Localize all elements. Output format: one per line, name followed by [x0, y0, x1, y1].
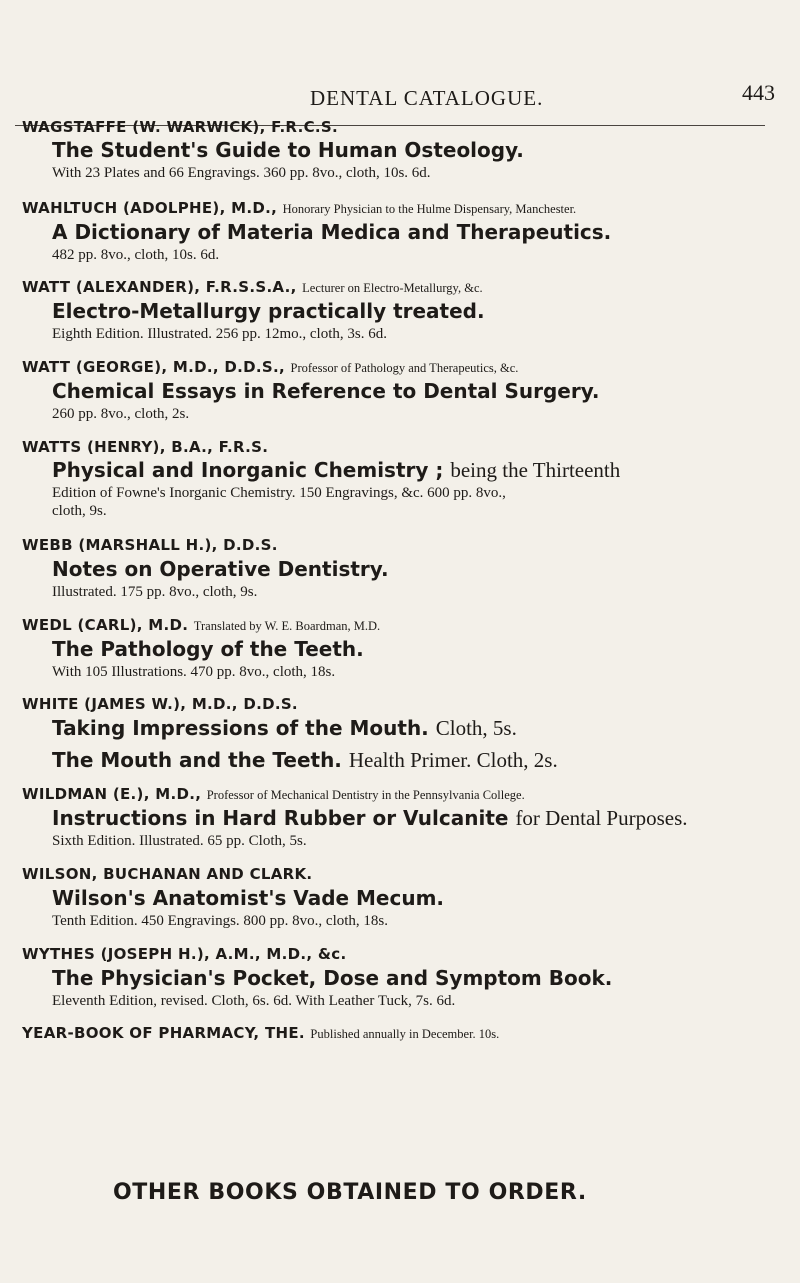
title-continuation: for Dental Purposes. [515, 806, 688, 830]
author-note: Professor of Pathology and Therapeutics, &c. [290, 361, 519, 375]
title-main: The Mouth and the Teeth. [52, 748, 342, 772]
book-title: The Pathology of the Teeth. [52, 637, 364, 661]
author-name: WHITE (JAMES W.), M.D., D.D.S. [22, 695, 298, 713]
author-line [22, 616, 380, 634]
author-name: WATT (GEORGE), M.D., D.D.S., [22, 358, 285, 376]
author-name: WEDL (CARL), M.D. [22, 616, 189, 634]
title-main: Taking Impressions of the Mouth. [52, 716, 429, 740]
author-note: Translated by W. E. Boardman, M.D. [193, 619, 381, 633]
footer-notice: OTHER BOOKS OBTAINED TO ORDER. [113, 1180, 587, 1205]
author-line [22, 1024, 499, 1042]
author-note: Published annually in December. 10s. [310, 1027, 500, 1041]
book-title: Wilson's Anatomist's Vade Mecum. [52, 886, 445, 910]
author-name: WATT (ALEXANDER), F.R.S.S.A., [22, 278, 297, 296]
author-note: Honorary Physician to the Hulme Dispensary, Manchester. [282, 202, 577, 216]
book-title [52, 458, 620, 483]
running-title: DENTAL CATALOGUE. [310, 86, 544, 110]
author-name: WEBB (MARSHALL H.), D.D.S. [22, 536, 278, 554]
book-title: The Physician's Pocket, Dose and Symptom Book. [52, 966, 613, 990]
book-title [52, 716, 517, 741]
author-name: WATTS (HENRY), B.A., F.R.S. [22, 438, 269, 456]
book-title-second [52, 748, 558, 773]
author-name: WAGSTAFFE (W. WARWICK), F.R.C.S. [22, 118, 338, 136]
book-details: Eighth Edition. Illustrated. 256 pp. 12mo., cloth, 3s. 6d. [52, 326, 387, 342]
book-title: Electro-Metallurgy practically treated. [52, 299, 485, 323]
title-main: Instructions in Hard Rubber or Vulcanite [52, 806, 509, 830]
book-details: Tenth Edition. 450 Engravings. 800 pp. 8vo., cloth, 18s. [52, 913, 389, 929]
book-title [52, 806, 688, 831]
book-title: Chemical Essays in Reference to Dental Surgery. [52, 379, 600, 403]
title-main: Physical and Inorganic Chemistry ; [52, 458, 444, 482]
author-line [22, 695, 298, 713]
author-note: Lecturer on Electro-Metallurgy, &c. [302, 281, 483, 295]
title-price: Cloth, 5s. [435, 716, 517, 740]
book-title: A Dictionary of Materia Medica and Therapeutics. [52, 220, 612, 244]
author-name: YEAR-BOOK OF PHARMACY, THE. [22, 1024, 305, 1042]
author-name: WILSON, BUCHANAN AND CLARK. [22, 865, 313, 883]
book-details: Eleventh Edition, revised. Cloth, 6s. 6d. With Leather Tuck, 7s. 6d. [52, 993, 456, 1009]
book-title: Notes on Operative Dentistry. [52, 557, 389, 581]
book-details: With 105 Illustrations. 470 pp. 8vo., cloth, 18s. [52, 664, 336, 680]
author-line [22, 945, 347, 963]
book-title: The Student's Guide to Human Osteology. [52, 138, 524, 162]
author-line [22, 536, 278, 554]
author-line [22, 865, 312, 883]
author-name: WILDMAN (E.), M.D., [22, 785, 202, 803]
book-details: 482 pp. 8vo., cloth, 10s. 6d. [52, 247, 220, 263]
book-details: With 23 Plates and 66 Engravings. 360 pp. 8vo., cloth, 10s. 6d. [52, 165, 431, 181]
book-details: 260 pp. 8vo., cloth, 2s. [52, 406, 190, 422]
book-details-continued: cloth, 9s. [52, 503, 107, 519]
author-name: WYTHES (JOSEPH H.), A.M., M.D., &c. [22, 945, 347, 963]
book-details: Illustrated. 175 pp. 8vo., cloth, 9s. [52, 584, 258, 600]
title-price: Health Primer. Cloth, 2s. [348, 748, 558, 772]
author-line [22, 278, 483, 296]
author-line [22, 118, 338, 136]
author-name: WAHLTUCH (ADOLPHE), M.D., [22, 199, 278, 217]
author-line [22, 438, 268, 456]
page-number: 443 [742, 80, 775, 105]
book-details: Sixth Edition. Illustrated. 65 pp. Cloth, 5s. [52, 833, 307, 849]
author-line [22, 358, 518, 376]
author-note: Professor of Mechanical Dentistry in the Pennsylvania College. [206, 788, 525, 802]
author-line [22, 199, 576, 217]
title-continuation: being the Thirteenth [450, 458, 621, 482]
book-details: Edition of Fowne's Inorganic Chemistry. 150 Engravings, &c. 600 pp. 8vo., [52, 485, 506, 501]
author-line [22, 785, 525, 803]
